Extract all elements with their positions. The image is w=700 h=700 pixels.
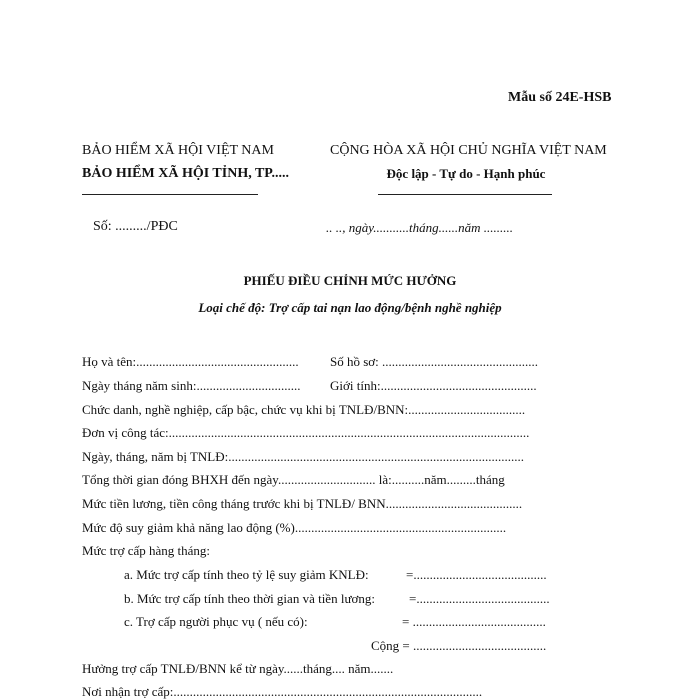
- document-number: Số: ........./PĐC: [93, 219, 178, 234]
- field-date-of-birth: Ngày tháng năm sinh:................................: [82, 378, 301, 393]
- item-b-value: =.........................................: [409, 591, 550, 606]
- field-file-number: Số hồ sơ: ................................................: [330, 354, 539, 369]
- field-receive-place: Nơi nhận trợ cấp:...............................................................................................: [82, 684, 483, 699]
- org-underline: [82, 194, 258, 195]
- item-c-label: c. Trợ cấp người phục vụ ( nếu có):: [124, 614, 308, 629]
- field-insurance-time: Tổng thời gian đóng BHXH đến ngày.............................. là:..........năm.........tháng: [82, 472, 505, 487]
- benefit-type: Loại chế độ: Trợ cấp tai nạn lao động/bệnh nghề nghiệp: [198, 300, 502, 315]
- field-salary: Mức tiền lương, tiền công tháng trước khi bị TNLĐ/ BNN..........................................: [82, 496, 523, 511]
- item-c-value: = .........................................: [402, 614, 546, 629]
- item-a-value: =.........................................: [406, 567, 547, 582]
- org-name-national: BẢO HIỂM XÃ HỘI VIỆT NAM: [82, 143, 274, 158]
- field-disability-level: Mức độ suy giảm khả năng lao động (%).................................................................: [82, 520, 507, 535]
- field-full-name: Họ và tên:..................................................: [82, 354, 299, 369]
- nation-motto: Độc lập - Tự do - Hạnh phúc: [386, 166, 546, 181]
- item-a-label: a. Mức trợ cấp tính theo tỷ lệ suy giảm KNLĐ:: [124, 567, 369, 582]
- item-b-label: b. Mức trợ cấp tính theo thời gian và tiền lương:: [124, 591, 375, 606]
- motto-underline: [378, 194, 552, 195]
- page-title: PHIẾU ĐIỀU CHỈNH MỨC HƯỞNG: [243, 273, 457, 288]
- field-gender: Giới tính:................................................: [330, 378, 537, 393]
- field-accident-date: Ngày, tháng, năm bị TNLĐ:...........................................................................................: [82, 449, 524, 464]
- field-position: Chức danh, nghề nghiệp, cấp bậc, chức vụ khi bị TNLĐ/BNN:....................................: [82, 402, 526, 417]
- nation-name: CỘNG HÒA XÃ HỘI CHỦ NGHĨA VIỆT NAM: [330, 143, 607, 158]
- document-date: .. .., ngày...........tháng......năm .........: [326, 220, 514, 235]
- field-workplace: Đơn vị công tác:...............................................................................................................: [82, 425, 530, 440]
- field-start-date: Hưởng trợ cấp TNLĐ/BNN kể từ ngày......tháng.... năm.......: [82, 661, 394, 676]
- form-code: Mẫu số 24E-HSB: [508, 90, 612, 105]
- org-name-provincial: BẢO HIỂM XÃ HỘI TỈNH, TP.....: [82, 166, 290, 181]
- total-line: Cộng = .........................................: [371, 638, 547, 653]
- field-monthly-allowance: Mức trợ cấp hàng tháng:: [82, 543, 210, 558]
